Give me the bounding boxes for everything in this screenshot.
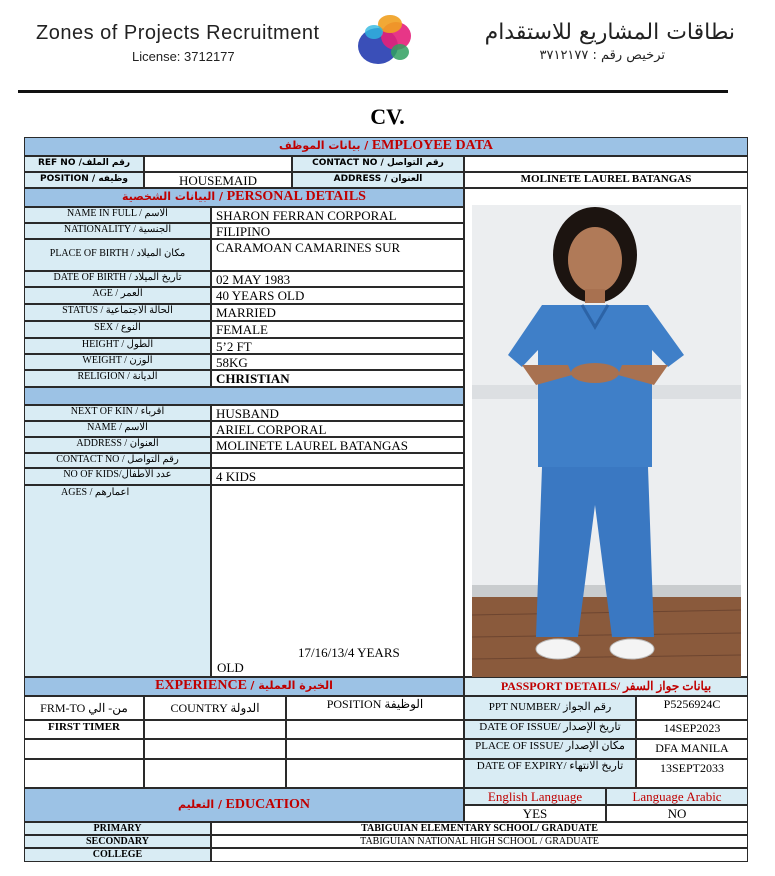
employee-section-en: EMPLOYEE DATA [371,138,494,153]
sex-value: FEMALE [211,321,464,338]
no-of-kids-value: 4 KIDS [211,468,464,485]
nationality-value: FILIPINO [211,223,464,239]
personal-details-header: البيانات الشخصية / PERSONAL DETAILS [24,188,464,207]
arabic-language-label: Language Arabic [606,788,748,805]
ages-value [211,485,464,677]
experience-row1-from: FIRST TIMER [24,720,144,739]
secondary-value: TABIGUIAN NATIONAL HIGH SCHOOL / GRADUATE [211,835,748,848]
experience-row2-from [24,739,144,759]
ages-value-line2: OLD [217,660,244,675]
status-label: STATUS / الحالة الاجتماعية [24,304,211,321]
kin-address-label: ADDRESS / العنوان [24,437,211,453]
document-title: CV. [370,104,405,129]
college-label: COLLEGE [24,848,211,862]
arabic-language-value: NO [606,805,748,822]
ages-label: AGES / اعمارهم [24,485,211,677]
date-of-issue-label: DATE OF ISSUE/ تاريخ الإصدار [464,720,636,739]
experience-row1-position [286,720,464,739]
name-in-full-label: NAME IN FULL / الاسم [24,207,211,223]
education-header: التعليم / EDUCATION [24,788,464,822]
experience-row1-country [144,720,286,739]
col-from-to: FRM-TO من- الي [24,696,144,720]
ages-value-line1: 17/16/13/4 YEARS [298,645,400,660]
primary-value: TABIGUIAN ELEMENTARY SCHOOL/ GRADUATE [211,822,748,835]
header-divider [18,90,728,93]
experience-row3-position [286,759,464,788]
experience-row2-country [144,739,286,759]
experience-row2-position [286,739,464,759]
position-value: HOUSEMAID [144,172,292,188]
english-language-label: English Language [464,788,606,805]
date-of-birth-label: DATE OF BIRTH / تاريخ الميلاد [24,271,211,287]
no-of-kids-label: NO OF KIDS/عدد الأطفال [24,468,211,485]
company-name-en: Zones of Projects Recruitment [36,22,320,44]
employee-data-header [24,137,748,156]
address-label: ADDRESS / العنوان [292,172,464,188]
candidate-photo [472,205,741,677]
date-of-expiry-value: 13SEPT2033 [636,759,748,788]
age-label: AGE / العمر [24,287,211,304]
experience-header: EXPERIENCE / الخبرة العملية [24,677,464,696]
col-country: COUNTRY الدولة [144,696,286,720]
contact-no-label: CONTACT NO / رقم التواصل [292,156,464,172]
place-of-issue-label: PLACE OF ISSUE/ مكان الإصدار [464,739,636,759]
ppt-number-value: P5256924C [636,696,748,720]
kin-address-value: MOLINETE LAUREL BATANGAS [211,437,464,453]
weight-label: WEIGHT / الوزن [24,354,211,370]
section-spacer [24,387,464,405]
next-of-kin-value: HUSBAND [211,405,464,421]
name-in-full-value: SHARON FERRAN CORPORAL [211,207,464,223]
experience-row3-from [24,759,144,788]
employee-section-ar: بيانات الموظف / [278,139,369,152]
nationality-label: NATIONALITY / الجنسية [24,223,211,239]
address-value: MOLINETE LAUREL BATANGAS [464,172,748,188]
secondary-label: SECONDARY [24,835,211,848]
company-license-en: License: 3712177 [132,49,235,64]
college-value [211,848,748,862]
religion-value: CHRISTIAN [211,370,464,387]
kin-name-label: NAME / الاسم [24,421,211,437]
date-of-expiry-label: DATE OF EXPIRY/ تاريخ الانتهاء [464,759,636,788]
weight-value: 58KG [211,354,464,370]
date-of-birth-value: 02 MAY 1983 [211,271,464,287]
height-label: HEIGHT / الطول [24,338,211,354]
next-of-kin-label: NEXT OF KIN / اقرباء [24,405,211,421]
sex-label: SEX / النوع [24,321,211,338]
ppt-number-label: PPT NUMBER/ رقم الجواز [464,696,636,720]
english-language-value: YES [464,805,606,822]
company-logo [352,12,418,70]
place-of-birth-label: PLACE OF BIRTH / مكان الميلاد [24,239,211,271]
place-of-issue-value: DFA MANILA [636,739,748,759]
contact-no-value [464,156,748,172]
height-value: 5’2 FT [211,338,464,354]
ref-no-label: REF NO /رقم الملف [24,156,144,172]
date-of-issue-value: 14SEP2023 [636,720,748,739]
kin-name-value: ARIEL CORPORAL [211,421,464,437]
status-value: MARRIED [211,304,464,321]
place-of-birth-value: CARAMOAN CAMARINES SUR [211,239,464,271]
experience-row3-country [144,759,286,788]
kin-contact-label: CONTACT NO / رقم التواصل [24,453,211,468]
ref-no-value [144,156,292,172]
position-label: POSITION / وظيفه [24,172,144,188]
age-value: 40 YEARS OLD [211,287,464,304]
company-license-ar: ترخيص رقم : ٣٧١٢١٧٧ [539,48,665,63]
passport-details-header: PASSPORT DETAILS/ بيانات جواز السفر [464,677,748,696]
kin-contact-value [211,453,464,468]
col-position: POSITION الوظيفة [286,696,464,720]
primary-label: PRIMARY [24,822,211,835]
religion-label: RELIGION / الديانة [24,370,211,387]
company-name-ar: نطاقات المشاريع للاستقدام [484,20,735,45]
